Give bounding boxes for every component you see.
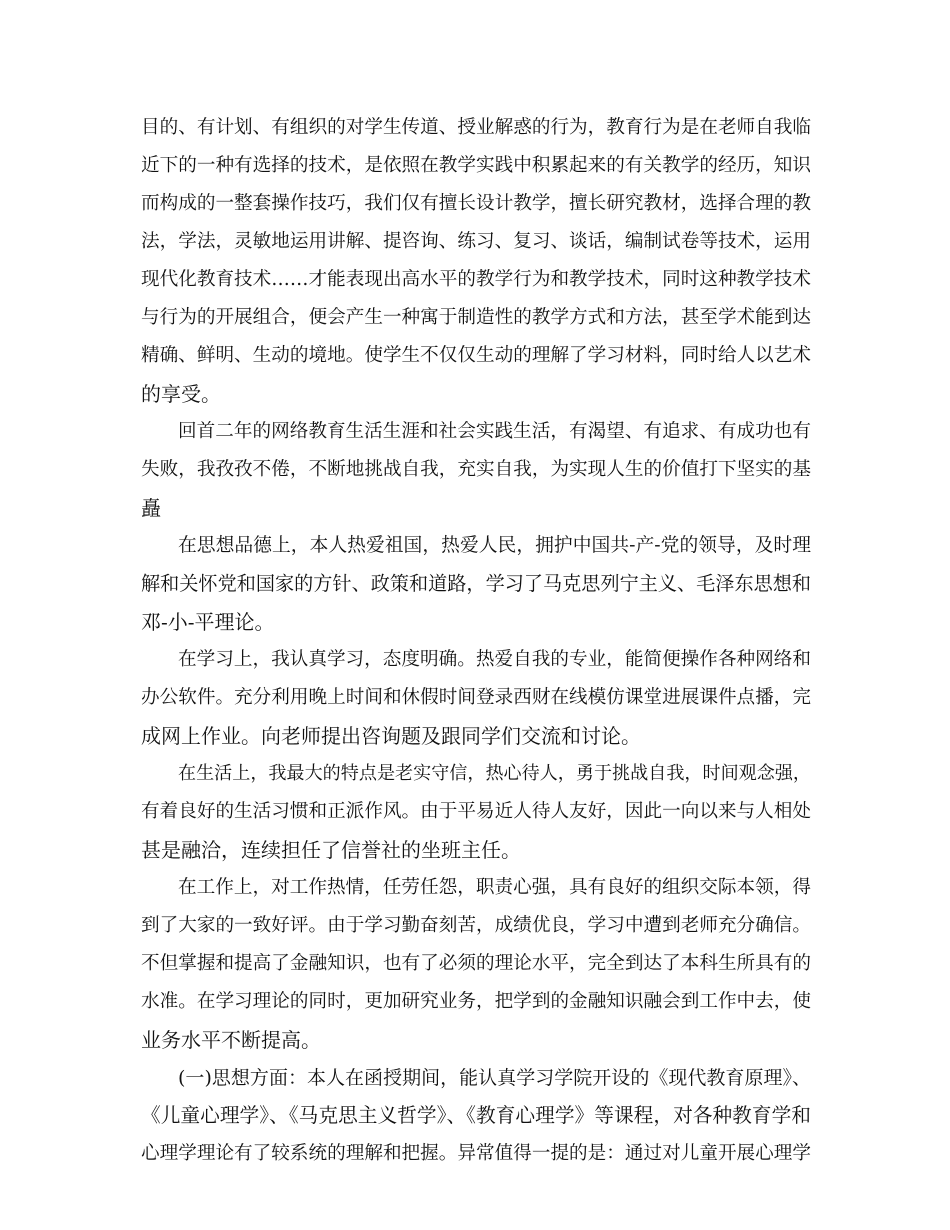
text-line: 在生活上，我最大的特点是老实守信，热心待人，勇于挑战自我，时间观念强， bbox=[178, 763, 811, 784]
text-line: 《儿童心理学》、《马克思主义哲学》、《教育心理学》等课程，对各种教育学和 bbox=[141, 1104, 811, 1127]
text-line: 心理学理论有了较系统的理解和把握。异常值得一提的是：通过对儿童开展心理学 bbox=[141, 1143, 811, 1164]
text-line: 不但掌握和提高了金融知识，也有了必须的理论水平，完全到达了本科生所具有的 bbox=[141, 953, 811, 974]
text-line: 目的、有计划、有组织的对学生传道、授业解惑的行为，教育行为是在老师自我临 bbox=[141, 117, 811, 138]
text-line: 在思想品德上，本人热爱祖国，热爱人民，拥护中国共-产-党的领导，及时理 bbox=[178, 535, 811, 556]
text-line: 在工作上，对工作热情，任劳任怨，职责心强，具有良好的组织交际本领，得 bbox=[178, 877, 811, 898]
text-line: 与行为的开展组合，便会产生一种寓于制造性的教学方式和方法，甚至学术能到达 bbox=[141, 307, 811, 328]
text-line: 邓-小-平理论。 bbox=[141, 610, 275, 634]
text-line: 到了大家的一致好评。由于学习勤奋刻苦，成绩优良，学习中遭到老师充分确信。 bbox=[141, 915, 811, 936]
text-line: 业务水平不断提高。 bbox=[141, 1028, 321, 1052]
text-line: 而构成的一整套操作技巧，我们仅有擅长设计教学，擅长研究教材，选择合理的教 bbox=[141, 193, 811, 214]
text-line: 办公软件。充分利用晚上时间和休假时间登录西财在线模仿课堂进展课件点播，完 bbox=[141, 687, 811, 708]
text-line: 解和关怀党和国家的方针、政策和道路，学习了马克思列宁主义、毛泽东思想和 bbox=[141, 572, 811, 595]
text-line: 失败，我孜孜不倦，不断地挑战自我，充实自我，为实现人生的价值打下坚实的基 bbox=[141, 459, 811, 480]
text-line: 回首二年的网络教育生活生涯和社会实践生活，有渴望、有追求、有成功也有 bbox=[178, 421, 811, 442]
text-line: (一)思想方面：本人在函授期间，能认真学习学院开设的《现代教育原理》、 bbox=[178, 1067, 811, 1089]
text-line: 水准。在学习理论的同时，更加研究业务，把学到的金融知识融会到工作中去，使 bbox=[141, 991, 811, 1012]
text-line: 近下的一种有选择的技术，是依照在教学实践中积累起来的有关教学的经历，知识 bbox=[141, 155, 811, 176]
text-line: 现代化教育技术……才能表现出高水平的教学行为和教学技术，同时这种教学技术 bbox=[141, 269, 811, 290]
text-line: 成网上作业。向老师提出咨询题及跟同学们交流和讨论。 bbox=[141, 724, 641, 748]
text-line: 的享受。 bbox=[141, 382, 221, 406]
text-line: 法，学法，灵敏地运用讲解、提咨询、练习、复习、谈话，编制试卷等技术，运用 bbox=[141, 231, 811, 252]
text-line: 矗 bbox=[141, 496, 161, 520]
text-line: 在学习上，我认真学习，态度明确。热爱自我的专业，能简便操作各种网络和 bbox=[178, 649, 811, 670]
text-line: 有着良好的生活习惯和正派作风。由于平易近人待人友好，因此一向以来与人相处 bbox=[141, 801, 811, 822]
text-line: 精确、鲜明、生动的境地。使学生不仅仅生动的理解了学习材料，同时给人以艺术 bbox=[141, 345, 811, 366]
text-line: 甚是融洽，连续担任了信誉社的坐班主任。 bbox=[141, 838, 521, 862]
